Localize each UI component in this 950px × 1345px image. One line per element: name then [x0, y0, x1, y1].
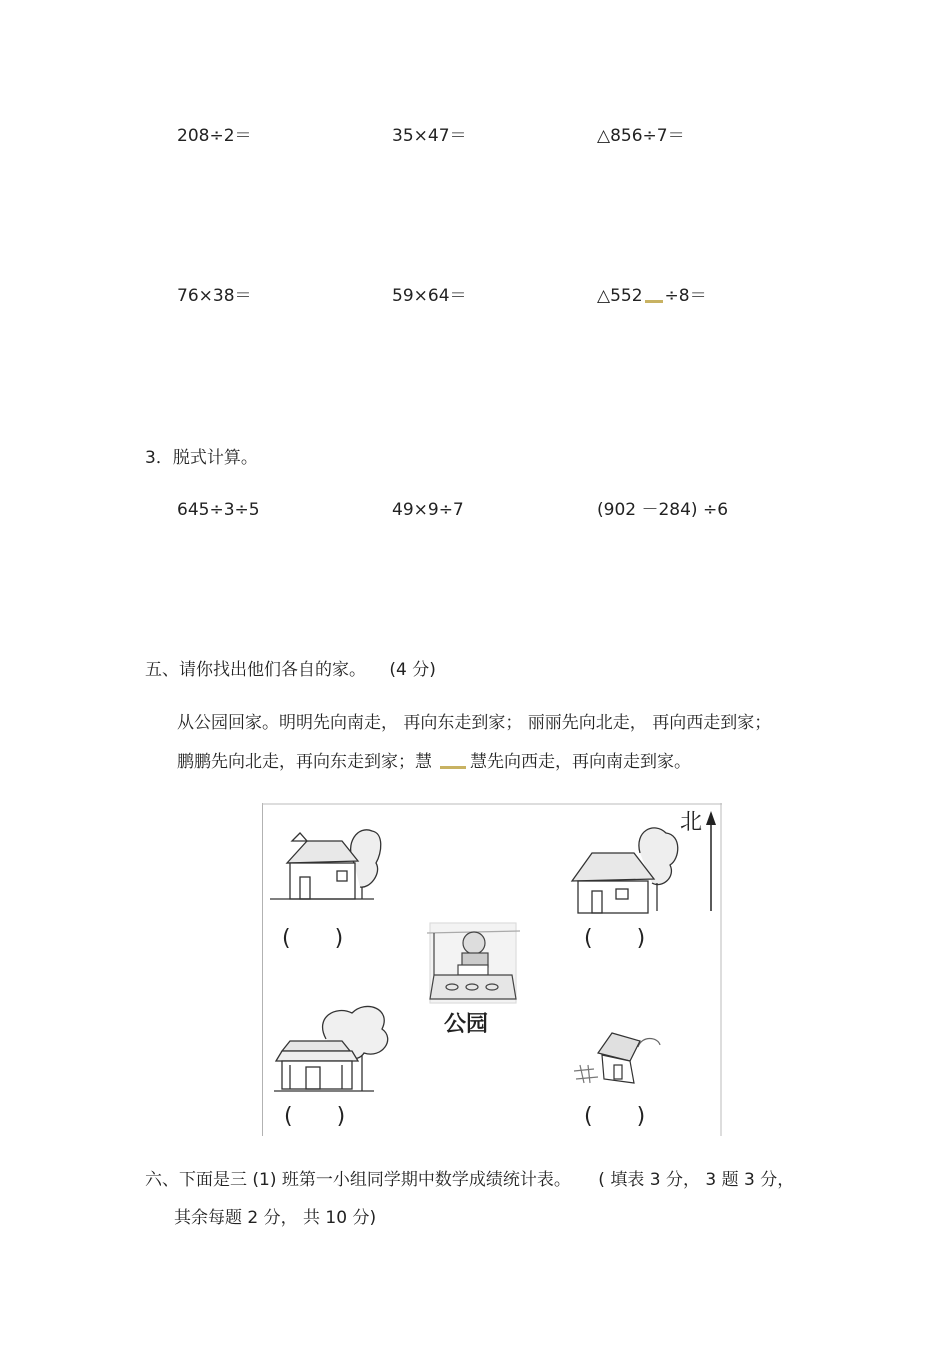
section3-title: 3．脱式计算。 [145, 448, 258, 468]
house-icon-bottom-left [274, 1006, 388, 1091]
blank-paren-top-left: ( ) [282, 926, 344, 951]
section5-line2-b: 慧先向西走，再向南走到家。 [470, 752, 691, 772]
section5-line1: 从公园回家。明明先向南走， 再向东走到家； 丽丽先向北走， 再向西走到家； [177, 713, 772, 733]
blank-paren-bottom-left: ( ) [284, 1104, 346, 1129]
calc-row1-item-2: 35×47＝ [392, 126, 467, 146]
section5-heading [145, 660, 436, 680]
section5-line2 [177, 752, 691, 772]
section6-line1 [145, 1170, 794, 1190]
section5-points: (4 分) [389, 660, 436, 680]
section6-heading: 六、下面是三 (1) 班第一小组同学期中数学成绩统计表。 [145, 1170, 571, 1190]
house-map-svg [262, 803, 722, 1136]
calc-row1-item-3: △856÷7＝ [597, 126, 685, 146]
section3-item-1: 645÷3÷5 [177, 500, 260, 520]
calc-row2-item-3-part1: △552 [597, 286, 643, 306]
park-icon [427, 923, 520, 1003]
section3-item-2: 49×9÷7 [392, 500, 464, 520]
highlight-mark [645, 300, 663, 303]
north-arrow-icon [706, 811, 716, 911]
calc-row1-item-1: 208÷2＝ [177, 126, 252, 146]
section5-heading-text: 五、请你找出他们各自的家。 [145, 660, 366, 680]
calc-row2-item-3-part2: ÷8＝ [664, 286, 707, 306]
house-icon-top-right [572, 828, 678, 913]
section6-points: ( 填表 3 分， 3 题 3 分， [598, 1170, 795, 1190]
north-label: 北 [680, 810, 703, 835]
highlight-mark [440, 766, 466, 769]
calc-row2-item-3 [597, 286, 707, 306]
house-map-figure [262, 803, 722, 1136]
house-icon-top-left [270, 830, 381, 899]
section5-line2-a: 鹏鹏先向北走，再向东走到家；慧 [177, 752, 432, 772]
park-label: 公园 [444, 1012, 489, 1037]
section6-line2: 其余每题 2 分， 共 10 分) [174, 1208, 377, 1228]
calc-row2-item-1: 76×38＝ [177, 286, 252, 306]
calc-row2-item-2: 59×64＝ [392, 286, 467, 306]
section3-item-3: (902 －284) ÷6 [597, 500, 729, 520]
blank-paren-bottom-right: ( ) [584, 1104, 646, 1129]
blank-paren-top-right: ( ) [584, 926, 646, 951]
house-icon-bottom-right [574, 1033, 660, 1083]
